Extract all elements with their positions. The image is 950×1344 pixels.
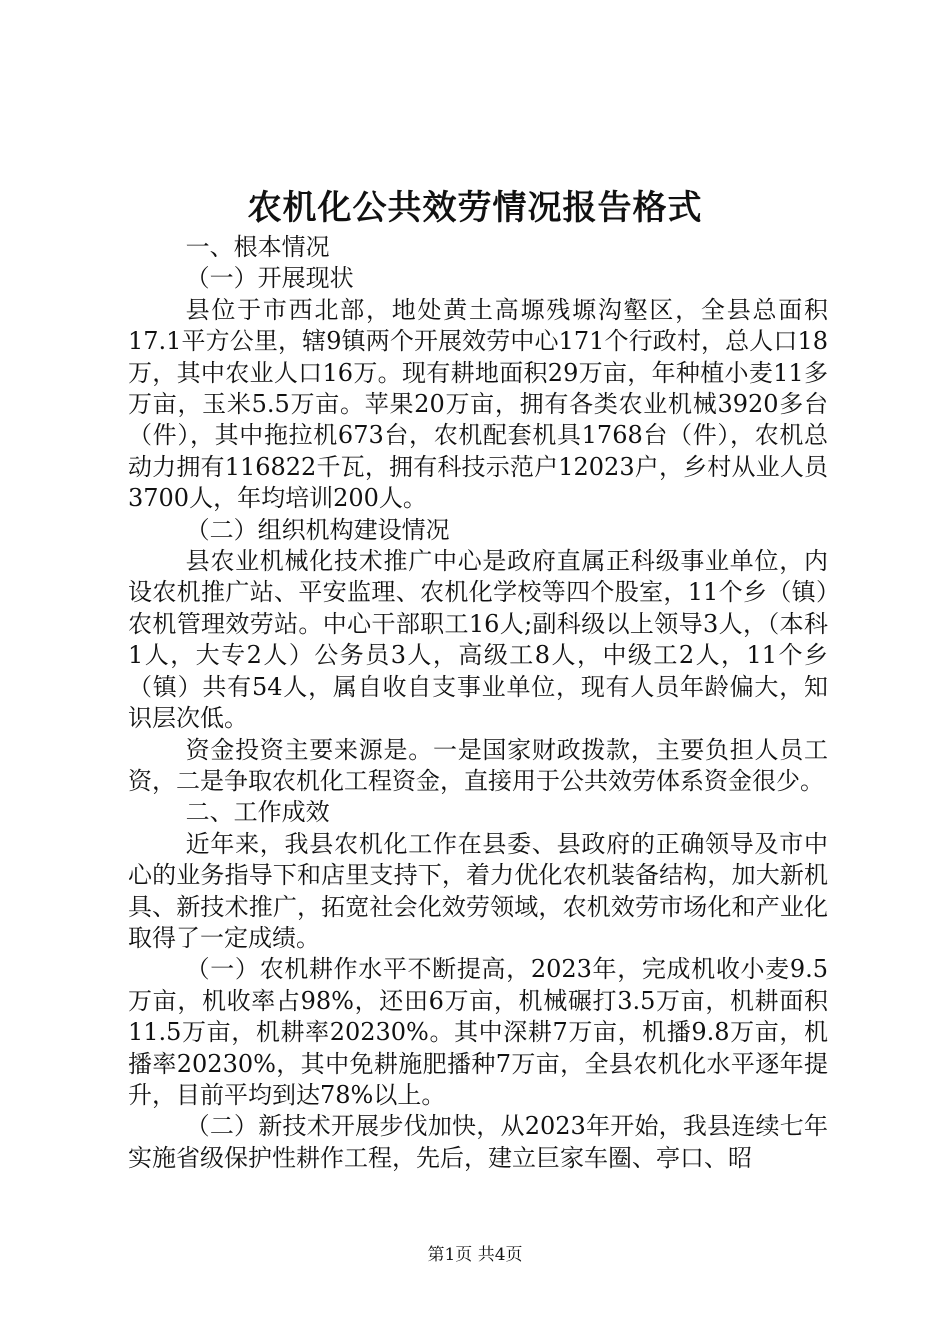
paragraph-county-overview: 县位于市西北部，地处黄土高塬残塬沟壑区，全县总面积17.1平方公里，辖9镇两个开展效劳中心171个行政村，总人口18万，其中农业人口16万。现有耕地面积29万亩，年种植小麦11多万亩，玉米5.5万亩。苹果20万亩，拥有各类农业机械3920多台（件），其中拖拉机673台，农机配套机具1768台（件），农机总动力拥有116822千瓦，拥有科技示范户12023户，乡村从业人员3700人，年均培训200人。 (128, 295, 828, 513)
paragraph-tillage-level: （一）农机耕作水平不断提高，2023年，完成机收小麦9.5万亩，机收率占98%，还田6万亩，机械碾打3.5万亩，机耕面积11.5万亩，机耕率20230%。其中深耕7万亩，机播9.8万亩，机播率20230%，其中免耕施肥播种7万亩，全县农机化水平逐年提升，目前平均到达78%以上。 (128, 955, 828, 1109)
subsection-heading-status: （一）开展现状 (185, 264, 354, 293)
paragraph-new-technology: （二）新技术开展步伐加快，从2023年开始，我县连续七年实施省级保护性耕作工程，先后，建立巨家车圈、亭口、昭 (128, 1112, 828, 1172)
subsection-heading-organization: （二）组织机构建设情况 (185, 515, 450, 544)
document-body (128, 232, 828, 1174)
paragraph-funding: 资金投资主要来源是。一是国家财政拨款，主要负担人员工资，二是争取农机化工程资金，直接用于公共效劳体系资金很少。 (128, 735, 828, 795)
section-heading-basic-situation: 一、根本情况 (185, 233, 330, 261)
page-number-footer: 第1页 共4页 (427, 1245, 523, 1265)
document-title: 农机化公共效劳情况报告格式 (247, 188, 703, 228)
paragraph-achievements-intro: 近年来，我县农机化工作在县委、县政府的正确领导及市中心的业务指导下和店里支持下，着力优化农机装备结构，加大新机具、新技术推广，拓宽社会化效劳领域，农机效劳市场化和产业化取得了一定成绩。 (128, 829, 828, 952)
paragraph-organization: 县农业机械化技术推广中心是政府直属正科级事业单位，内设农机推广站、平安监理、农机化学校等四个股室，11个乡（镇）农机管理效劳站。中心干部职工16人;副科级以上领导3人，（本科1人，大专2人）公务员3人，高级工8人，中级工2人，11个乡（镇）共有54人，属自收自支事业单位，现有人员年龄偏大，知识层次低。 (128, 547, 828, 733)
section-heading-achievements: 二、工作成效 (185, 798, 330, 827)
